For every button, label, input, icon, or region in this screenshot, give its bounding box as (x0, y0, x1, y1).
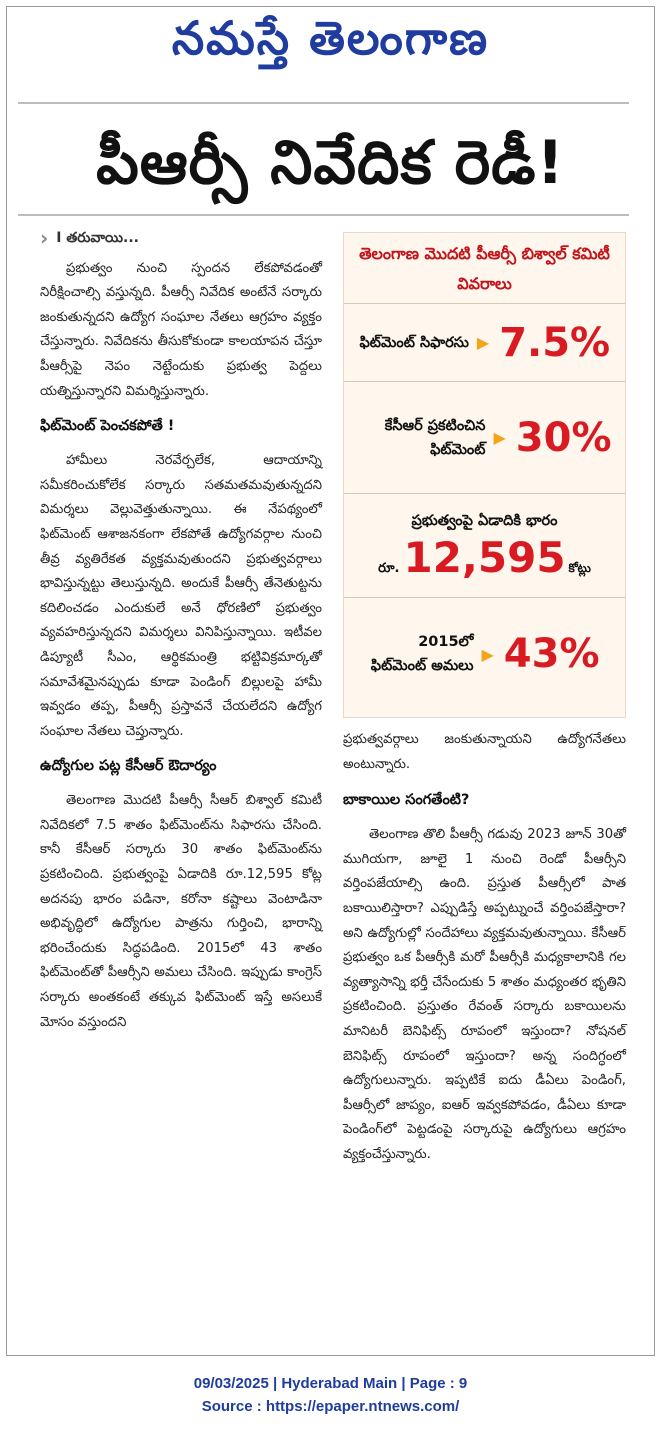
section-heading: ఉద్యోగుల పట్ల కేసీఆర్ ఔదార్యం (40, 758, 217, 775)
fact-row (344, 382, 625, 494)
article-paragraph: ప్రభుత్వవర్గాలు జంకుతున్నాయని ఉద్యోగనేతలు అంటున్నారు. (343, 732, 626, 772)
article-paragraph: తెలంగాణ మొదటి పీఆర్సీ సీఆర్ బిశ్వాల్ కమిటీ నివేదికలో 7.5 శాతం ఫిట్‌మెంట్‌ను సిఫారసు చేసింది. కానీ కేసీఆర్ సర్కారు 30 శాతం ఫిట్‌మెంట్‌ను ప్రకటించింది. ప్రభుత్వంపై ఏడాదికి రూ.12,595 కోట్ల అదనపు భారం పడినా, కరోనా కష్టాలు వెంటాడినా అభివృద్ధిలో ఉద్యోగుల పాత్రను గుర్తించి, భారాన్ని భరించేందుకు సిద్ధపడింది. 2015లో 43 శాతం ఫిట్‌మెంట్‌తో పీఆర్సీని అమలు చేసింది. ఇప్పుడు కాంగ్రెస్ సర్కారు అంతకంటే తక్కువ ఫిట్‌మెంట్ ఇస్తే అసలుకే మోసం వస్తుందని (40, 793, 322, 1030)
section-heading: బాకాయిల సంగతేంటి? (343, 792, 470, 809)
fact-value-group (378, 533, 591, 583)
fact-box-title: తెలంగాణ మొదటి పీఆర్సీ బిశ్వాల్ కమిటీ వివరాలు (344, 233, 625, 304)
right-column (343, 728, 626, 1177)
fact-label: కేసీఆర్ ప్రకటించిన ఫిట్‌మెంట్ (384, 417, 486, 458)
footer-dateline: 09/03/2025 | Hyderabad Main | Page : 9 (193, 1375, 468, 1392)
divider (18, 214, 629, 216)
triangle-right-icon: ▶ (493, 428, 506, 447)
triangle-right-icon: ▶ (481, 644, 494, 664)
fact-label: 2015లో ఫిట్‌మెంట్ అమలు (370, 634, 474, 674)
unit-suffix: కోట్లు (568, 560, 591, 575)
fact-row (344, 304, 625, 382)
fact-value: 30% (515, 414, 612, 461)
section-heading: ఫిట్‌మెంట్ పెంచకపోతే ! (40, 418, 175, 435)
fact-row (344, 598, 625, 710)
currency-prefix: రూ. (378, 560, 400, 576)
fact-label: ఫిట్‌మెంట్ సిఫారసు (359, 334, 469, 351)
article-paragraph: ప్రభుత్వం నుంచి స్పందన లేకపోవడంతో నిరీక్షించాల్సి వస్తున్నది. పీఆర్సీ నివేదిక అంటేనే సర్కారు జంకుతున్నదని ఉద్యోగ సంఘాల నేతలు ఆగ్రహం వ్యక్తం చేస్తున్నారు. నివేదికను తీసుకోకుండా కాలయాపన చేస్తూ పీఆర్సీపై నెపం నెట్టేందుకు ప్రభుత్వ పెద్దలు యత్నిస్తున్నారని విమర్శిస్తున్నారు. (40, 260, 322, 399)
continuation-kicker: › I తరువాయి... (40, 226, 140, 251)
fact-row (344, 494, 625, 598)
divider (18, 102, 629, 104)
triangle-right-icon: ▶ (476, 333, 490, 352)
footer-source: Source : https://epaper.ntnews.com/ (201, 1398, 460, 1415)
chevron-right-icon: › (40, 226, 49, 251)
left-column (40, 226, 322, 1044)
fact-value: 43% (503, 631, 600, 677)
article-paragraph: తెలంగాణ తొలి పీఆర్సీ గడువు 2023 జూన్ 30తో ముగియగా, జూలై 1 నుంచి రెండో పీఆర్సీని వర్తింపజేయాల్సి ఉంది. ప్రస్తుత పీఆర్సీలో పాత బకాయిలిస్తారా? ఎప్పుడిస్తే అప్పట్నుంచే వర్తింపజేస్తారా? అని ఉద్యోగుల్లో సందేహాలు వ్యక్తమవుతున్నాయి. కేసీఆర్ ప్రభుత్వం ఒక పీఆర్సీకి మరో పీఆర్సీకి మధ్యకాలానికి గల వ్యత్యాసాన్ని భర్తీ చేసేందుకు 5 శాతం మధ్యంతర భృతిని ప్రకటించింది. ప్రస్తుతం రేవంత్ సర్కారు బకాయిలను మానిటరీ బెనిఫిట్స్ రూపంలో ఇస్తుందా? నోషనల్ బెనిఫిట్స్ రూపంలో ఇస్తుందా? అన్న సందిగ్ధంలో ఉద్యోగులున్నారు. ఇప్పటికే ఐదు డీఏలు పెండింగ్, పీఆర్సీలో జాప్యం, ఐఆర్ ఇవ్వకపోవడం, డీఏలు కూడా పెండింగ్‌లో పెట్టడంపై సర్కారుపై ఉద్యోగులు ఆగ్రహం వ్యక్తంచేస్తున్నారు. (343, 827, 626, 1162)
page-headline: పీఆర్సీ నివేదిక రెడీ! (96, 128, 565, 198)
article-paragraph: హామీలు నెరవేర్చలేక, ఆదాయాన్ని సమీకరించుకోలేక సర్కారు సతమతమవుతున్నదని విమర్శలు వెల్లువెత్తుతున్నాయి. ఈ నేపథ్యంలో ఫిట్‌మెంట్ ఆశాజనకంగా లేకపోతే ఉద్యోగవర్గాల నుంచి తీవ్ర వ్యతిరేకత వ్యక్తమవుతుందని ప్రభుత్వవర్గాలు భావిస్తున్నట్టు తెలుస్తున్నది. అందుకే పీఆర్సీ తేనెతుట్టను కదిలించడం ఎందుకులే అనే ధోరణిలో ప్రభుత్వం వ్యవహరిస్తున్నదని విమర్శలు వినిపిస్తున్నాయి. ఇటీవల డిప్యూటీ సీఎం, ఆర్థికమంత్రి భట్టివిక్రమార్కతో సమావేశమైనప్పుడు కూడా పెండింగ్ బిల్లులపై హామీ ఇవ్వడం తప్ప, పీఆర్సీ ప్రస్తావనే చేయలేదని ఉద్యోగ సంఘాల నేతలు చెప్తున్నారు. (40, 453, 322, 739)
newspaper-masthead: నమస్తే తెలంగాణ (171, 11, 490, 65)
fact-value: 12,595 (403, 532, 566, 582)
fact-label: ప్రభుత్వంపై ఏడాదికి భారం (411, 512, 558, 529)
fact-value: 7.5% (499, 319, 611, 366)
fact-box (343, 232, 626, 718)
